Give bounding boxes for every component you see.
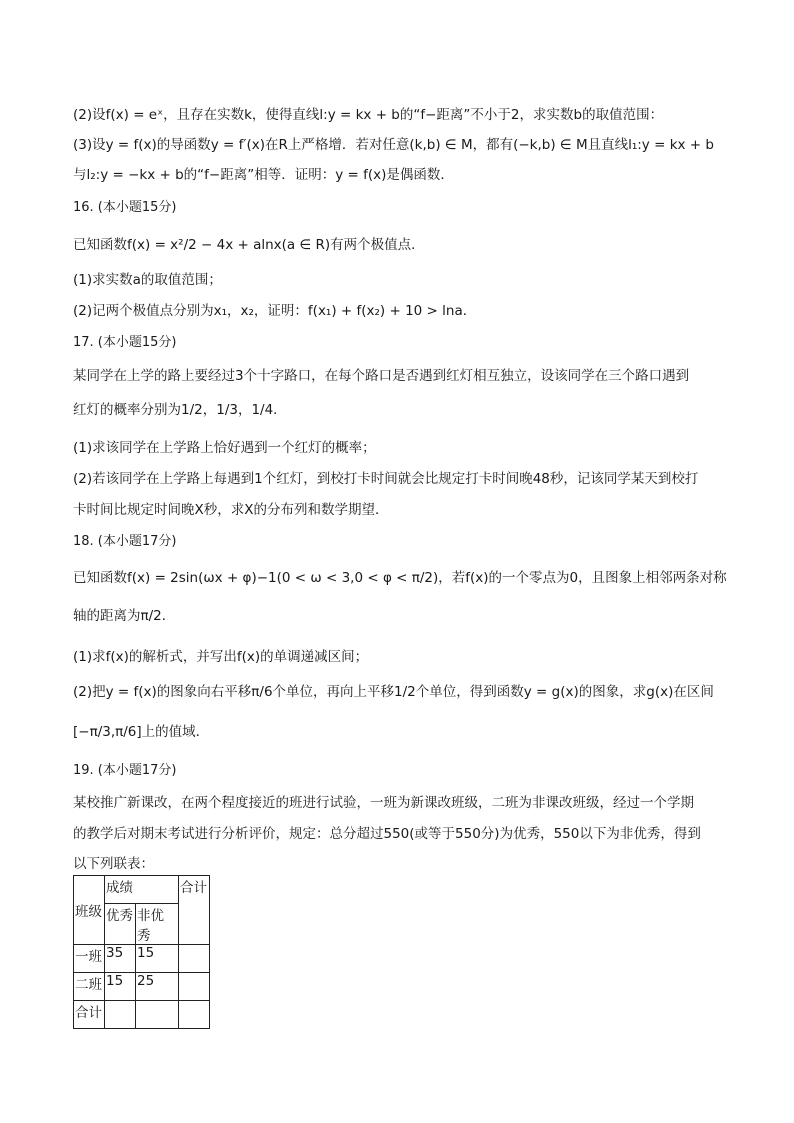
q17-part1: (1)求该同学在上学路上恰好遇到一个红灯的概率； xyxy=(73,440,376,456)
q18-part2-line2: [−π/3,π/6]上的值域． xyxy=(73,724,210,740)
row-label: 合计 xyxy=(74,1001,105,1029)
q17-stem-line1: 某同学在上学的路上要经过3个十字路口，在每个路口是否遇到红灯相互独立，设该同学在三个路口遇到 xyxy=(73,368,690,384)
q17-part2-line2: 卡时间比规定时间晚X秒，求X的分布列和数学期望． xyxy=(73,502,389,518)
cell-total xyxy=(179,973,210,1001)
table-header-score: 成绩 xyxy=(105,876,179,904)
cell-total xyxy=(179,945,210,973)
cell-total xyxy=(179,1001,210,1029)
q15-part3-line2: 与l₂:y = −kx + b的“f−距离”相等．证明：y = f(x)是偶函数． xyxy=(73,167,454,183)
cell-not-excellent: 15 xyxy=(136,945,179,973)
table-header-excellent: 优秀 xyxy=(105,904,136,945)
q19-stem-line3: 以下列联表： xyxy=(73,856,154,872)
table-header-not-excellent: 非优秀 xyxy=(136,904,179,945)
table-header-class: 班级 xyxy=(74,876,105,945)
q18-part2-line1: (2)把y = f(x)的图象向右平移π/6个单位，再向上平移1/2个单位，得到函数y = g(x)的图象，求g(x)在区间 xyxy=(73,684,714,700)
table-header-total: 合计 xyxy=(179,876,210,945)
table-row xyxy=(74,1001,210,1029)
q18-stem-line2: 轴的距离为π/2． xyxy=(73,608,176,624)
q17-stem-line2: 红灯的概率分别为1/2，1/3，1/4． xyxy=(73,402,287,418)
q18-stem-line1: 已知函数f(x) = 2sin(ωx + φ)−1(0 < ω < 3,0 < φ < π/2)，若f(x)的一个零点为0，且图象上相邻两条对称 xyxy=(73,570,727,586)
cell-excellent xyxy=(105,1001,136,1029)
q15-part2: (2)设f(x) = eˣ，且存在实数k，使得直线l:y = kx + b的“f−距离”不小于2，求实数b的取值范围： xyxy=(73,107,664,123)
table-row xyxy=(74,945,210,973)
q19-stem-line2: 的教学后对期末考试进行分析评价，规定：总分超过550(或等于550分)为优秀，550以下为非优秀，得到 xyxy=(73,826,701,842)
q19-stem-line1: 某校推广新课改，在两个程度接近的班进行试验，一班为新课改班级，二班为非课改班级，经过一个学期 xyxy=(73,795,694,811)
cell-not-excellent: 25 xyxy=(136,973,179,1001)
row-label: 二班 xyxy=(74,973,105,1001)
contingency-table xyxy=(73,875,210,1029)
cell-excellent: 15 xyxy=(105,973,136,1001)
q16-stem: 已知函数f(x) = x²/2 − 4x + alnx(a ∈ R)有两个极值点． xyxy=(73,237,425,253)
q18-header: 18. (本小题17分) xyxy=(73,534,177,549)
q15-part3-line1: (3)设y = f(x)的导函数y = f′(x)在R上严格增．若对任意(k,b) ∈ M，都有(−k,b) ∈ M且直线l₁:y = kx + b xyxy=(73,137,714,153)
table-row xyxy=(74,973,210,1001)
q16-part2: (2)记两个极值点分别为x₁，x₂，证明：f(x₁) + f(x₂) + 10 > lna． xyxy=(73,303,477,319)
q17-part2-line1: (2)若该同学在上学路上每遇到1个红灯，到校打卡时间就会比规定打卡时间晚48秒，记该同学某天到校打 xyxy=(73,471,699,487)
q18-part1: (1)求f(x)的解析式，并写出f(x)的单调递减区间； xyxy=(73,649,369,665)
cell-excellent: 35 xyxy=(105,945,136,973)
q16-header: 16. (本小题15分) xyxy=(73,200,177,215)
q16-part1: (1)求实数a的取值范围； xyxy=(73,272,222,288)
q17-header: 17. (本小题15分) xyxy=(73,335,177,350)
q19-header: 19. (本小题17分) xyxy=(73,763,177,778)
row-label: 一班 xyxy=(74,945,105,973)
cell-not-excellent xyxy=(136,1001,179,1029)
